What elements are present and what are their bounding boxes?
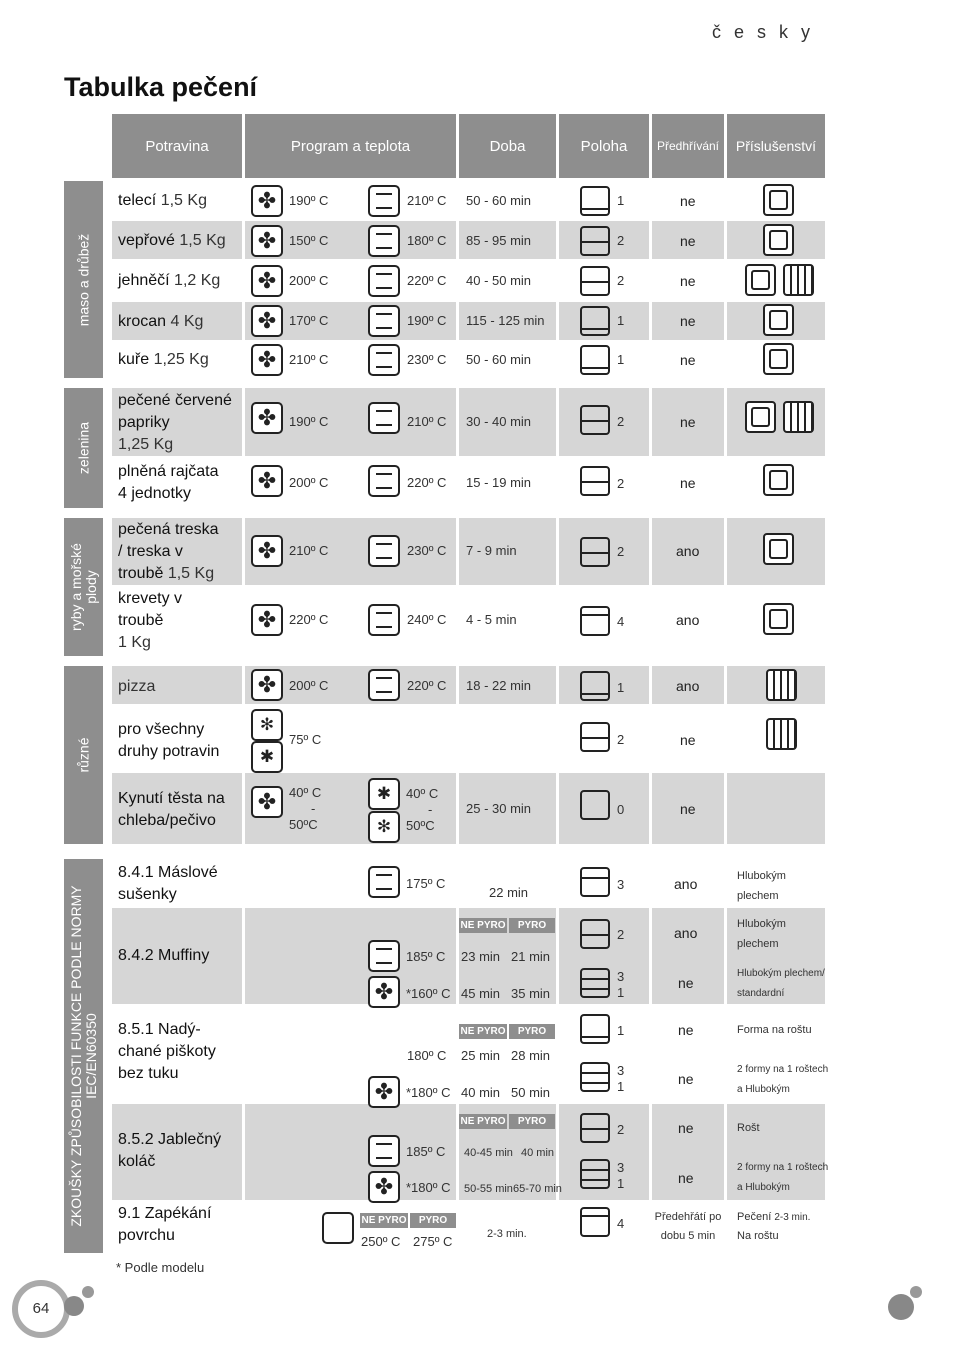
shelf-position: 2 bbox=[617, 732, 625, 747]
temp: 275º C bbox=[413, 1234, 453, 1249]
pizza-function-icon bbox=[251, 669, 283, 701]
col-header-preheat: Předhřívání bbox=[652, 114, 724, 178]
cook-time: 4 - 5 min bbox=[466, 612, 517, 627]
temp: *180º C bbox=[406, 1180, 451, 1195]
test-name: 8.4.2 Muffiny bbox=[118, 947, 210, 964]
fan-oven-icon bbox=[251, 535, 283, 567]
language-label: česky bbox=[712, 22, 824, 42]
grill-rack-icon bbox=[766, 669, 797, 701]
category-band bbox=[64, 666, 103, 844]
accessory bbox=[737, 1060, 828, 1100]
conventional-oven-icon bbox=[368, 185, 400, 217]
temp: 250º C bbox=[361, 1234, 401, 1249]
accessory bbox=[737, 1158, 828, 1198]
shelf-position-icon bbox=[580, 345, 610, 375]
page-number: 64 bbox=[12, 1280, 70, 1338]
preheat: ano bbox=[674, 925, 698, 941]
temp-range: 50ºC bbox=[406, 818, 435, 833]
temp-2: 210º C bbox=[407, 414, 447, 429]
cook-time: 40 min bbox=[521, 1147, 555, 1159]
pyro-header: PYRO bbox=[509, 1114, 555, 1129]
conventional-oven-icon bbox=[368, 669, 400, 701]
temp-1: 150º C bbox=[289, 233, 329, 248]
fan-grill-icon bbox=[251, 225, 283, 257]
accessory-line: 2 formy na 1 roštech bbox=[737, 1162, 829, 1173]
conventional-oven-icon bbox=[368, 940, 400, 972]
shelf-position: 1 bbox=[617, 1079, 625, 1094]
decor-dot bbox=[64, 1296, 84, 1316]
cook-time: 115 - 125 min bbox=[466, 313, 545, 328]
food-name: vepřové bbox=[118, 232, 175, 249]
shelf-position-icon bbox=[580, 790, 610, 820]
accessory-line: Pečení bbox=[737, 1211, 772, 1223]
temp-2: 240º C bbox=[407, 612, 447, 627]
temp-range: 50ºC bbox=[289, 817, 318, 832]
food-name: telecí bbox=[118, 192, 157, 209]
test-name: sušenky bbox=[118, 886, 177, 903]
test-name: koláč bbox=[118, 1153, 156, 1170]
food-weight: 1,25 Kg bbox=[118, 436, 174, 453]
category-label: ryby a mořské plody bbox=[67, 543, 99, 631]
shelf-position: 2 bbox=[617, 476, 625, 491]
food-name: troubě bbox=[118, 565, 164, 582]
preheat: ano bbox=[676, 678, 700, 694]
preheat: ne bbox=[680, 732, 696, 748]
col-header-time: Doba bbox=[459, 114, 556, 178]
conventional-oven-icon bbox=[368, 465, 400, 497]
category-label: různé bbox=[75, 737, 91, 773]
pyro-header: NE PYRO bbox=[460, 1026, 506, 1037]
fan-oven-icon bbox=[251, 185, 283, 217]
preheat: ne bbox=[678, 1022, 694, 1038]
accessory-line: Na roštu bbox=[737, 1230, 779, 1242]
baking-tray-icon bbox=[763, 224, 794, 256]
conventional-oven-icon bbox=[368, 305, 400, 337]
accessory bbox=[737, 964, 825, 1004]
preheat: ne bbox=[680, 273, 696, 289]
accessory-time: 2-3 min. bbox=[774, 1212, 811, 1223]
preheat: ne bbox=[678, 1170, 694, 1186]
shelf-position-icon bbox=[580, 968, 610, 998]
food-weight: 4 Kg bbox=[170, 313, 204, 330]
cook-time: 50 - 60 min bbox=[466, 352, 532, 367]
decor-dot bbox=[888, 1294, 914, 1320]
food-name: pečená treska bbox=[118, 521, 219, 538]
category-label: ZKOUŠKY ZPŮSOBILOSTI FUNKCE PODLE NORMY IEC/EN60350 bbox=[67, 885, 99, 1227]
conventional-oven-icon bbox=[368, 265, 400, 297]
food-name: / treska v bbox=[118, 543, 183, 560]
preheat-line: Předehřátí po bbox=[654, 1211, 722, 1223]
shelf-position-icon bbox=[580, 606, 610, 636]
shelf-position: 4 bbox=[617, 614, 625, 629]
preheat: ne bbox=[680, 193, 696, 209]
baking-tray-icon bbox=[763, 343, 794, 375]
grill-rack-icon bbox=[766, 718, 797, 750]
preheat: ne bbox=[680, 233, 696, 249]
shelf-position: 2 bbox=[617, 544, 625, 559]
food-name: troubě bbox=[118, 612, 164, 629]
shelf-position-icon bbox=[580, 867, 610, 897]
preheat: ne bbox=[678, 1120, 694, 1136]
decor-dot bbox=[82, 1286, 94, 1298]
cook-time: 2-3 min. bbox=[487, 1228, 527, 1240]
preheat: ne bbox=[678, 975, 694, 991]
shelf-position: 3 bbox=[617, 877, 625, 892]
accessory: Rošt bbox=[737, 1122, 760, 1134]
fan-oven-icon bbox=[368, 976, 400, 1008]
preheat: ano bbox=[676, 612, 700, 628]
accessory bbox=[737, 1208, 810, 1246]
temp-1: 190º C bbox=[289, 193, 329, 208]
cook-time: 23 min bbox=[461, 949, 501, 964]
food-weight: 1,2 Kg bbox=[174, 272, 221, 289]
cook-time: 40-45 min bbox=[464, 1147, 513, 1159]
temp-1: 170º C bbox=[289, 313, 329, 328]
shelf-position-icon bbox=[580, 537, 610, 567]
test-name: povrchu bbox=[118, 1227, 175, 1244]
conventional-oven-icon bbox=[368, 866, 400, 898]
shelf-position-icon bbox=[580, 1062, 610, 1092]
food-label bbox=[118, 190, 207, 212]
food-name: krevety v bbox=[118, 590, 183, 607]
col-header-position: Poloha bbox=[559, 114, 649, 178]
temp-1: 200º C bbox=[289, 678, 329, 693]
cook-time: 28 min bbox=[511, 1048, 551, 1063]
shelf-position-icon bbox=[580, 186, 610, 216]
fan-oven-icon bbox=[251, 465, 283, 497]
shelf-position: 3 bbox=[617, 1160, 625, 1175]
accessory-line: Hlubokým bbox=[737, 918, 786, 930]
shelf-position: 1 bbox=[617, 352, 625, 367]
category-label: zelenina bbox=[75, 421, 91, 475]
shelf-position: 3 bbox=[617, 1063, 625, 1078]
preheat: ano bbox=[674, 876, 698, 892]
defrost-icon bbox=[251, 709, 283, 741]
pyro-header: NE PYRO bbox=[460, 920, 506, 931]
conventional-oven-icon bbox=[368, 1135, 400, 1167]
decor-dot bbox=[910, 1286, 922, 1298]
shelf-position: 2 bbox=[617, 414, 625, 429]
shelf-position-icon bbox=[580, 722, 610, 752]
temp-range-dash: - bbox=[428, 802, 433, 817]
test-name: 9.1 Zapékání bbox=[118, 1205, 212, 1222]
shelf-position-icon bbox=[580, 405, 610, 435]
cook-time: 22 min bbox=[489, 885, 529, 900]
category-band bbox=[64, 181, 103, 378]
temp-1: 220º C bbox=[289, 612, 329, 627]
cook-time: 40 min bbox=[461, 1085, 501, 1100]
fan-oven-icon bbox=[251, 402, 283, 434]
cook-time: 25 min bbox=[461, 1048, 501, 1063]
cook-time: 18 - 22 min bbox=[466, 678, 532, 693]
baking-tray-icon bbox=[763, 184, 794, 216]
temp-2: 230º C bbox=[407, 543, 447, 558]
keep-warm-icon bbox=[251, 741, 283, 773]
shelf-position-icon bbox=[580, 466, 610, 496]
page-title: Tabulka pečení bbox=[64, 72, 258, 102]
accessory-line: plechem bbox=[737, 890, 779, 902]
food-weight: 1,5 Kg bbox=[160, 192, 207, 209]
temp-range: 40º C bbox=[289, 785, 322, 800]
accessory-line: a Hlubokým bbox=[737, 1182, 790, 1193]
test-name: chané piškoty bbox=[118, 1043, 216, 1060]
test-name: 8.4.1 Máslové bbox=[118, 864, 218, 881]
preheat: ne bbox=[680, 475, 696, 491]
fan-grill-icon bbox=[251, 265, 283, 297]
shelf-position-icon bbox=[580, 919, 610, 949]
accessory bbox=[737, 866, 786, 906]
food-name: druhy potravin bbox=[118, 743, 220, 760]
temp-1: 200º C bbox=[289, 273, 329, 288]
shelf-position: 2 bbox=[617, 1122, 625, 1137]
temp-2: 220º C bbox=[407, 475, 447, 490]
col-header-program: Program a teplota bbox=[245, 114, 456, 178]
conventional-oven-icon bbox=[368, 535, 400, 567]
cook-time: 15 - 19 min bbox=[466, 475, 532, 490]
shelf-position: 2 bbox=[617, 927, 625, 942]
temp-1: 75º C bbox=[289, 732, 322, 747]
shelf-position-icon bbox=[580, 226, 610, 256]
preheat: ne bbox=[680, 352, 696, 368]
shelf-position: 1 bbox=[617, 1023, 625, 1038]
cook-time: 50 - 60 min bbox=[466, 193, 532, 208]
food-name: pizza bbox=[118, 678, 156, 695]
conventional-oven-icon bbox=[368, 402, 400, 434]
accessory-line: Hlubokým plechem/ bbox=[737, 968, 825, 979]
grill-icon bbox=[322, 1212, 354, 1244]
temp: 185º C bbox=[406, 1144, 446, 1159]
category-label: maso a drůbež bbox=[75, 233, 91, 326]
temp-range: 40º C bbox=[406, 786, 439, 801]
preheat: ne bbox=[680, 414, 696, 430]
test-name: 8.5.2 Jablečný bbox=[118, 1131, 222, 1148]
shelf-position-icon bbox=[580, 671, 610, 701]
cook-time: 7 - 9 min bbox=[466, 543, 517, 558]
accessory-line: a Hlubokým bbox=[737, 1084, 790, 1095]
shelf-position: 3 bbox=[617, 969, 625, 984]
footnote: * Podle modelu bbox=[116, 1260, 205, 1275]
temp-2: 180º C bbox=[407, 233, 447, 248]
baking-tray-icon bbox=[745, 264, 776, 296]
temp-1: 210º C bbox=[289, 352, 329, 367]
temp-range-dash: - bbox=[311, 801, 316, 816]
temp-2: 230º C bbox=[407, 352, 447, 367]
shelf-position-icon bbox=[580, 1014, 610, 1044]
shelf-position: 1 bbox=[617, 985, 625, 1000]
baking-tray-icon bbox=[763, 464, 794, 496]
accessory-line: standardní bbox=[737, 988, 785, 999]
shelf-position: 1 bbox=[617, 1176, 625, 1191]
pyro-header: PYRO bbox=[509, 1024, 555, 1039]
conventional-oven-icon bbox=[368, 344, 400, 376]
food-name: jehněčí bbox=[118, 272, 170, 289]
food-name: plněná rajčata bbox=[118, 463, 219, 480]
temp: 180º C bbox=[407, 1048, 447, 1063]
baking-tray-icon bbox=[763, 304, 794, 336]
cook-time: 25 - 30 min bbox=[466, 801, 532, 816]
cook-time: 85 - 95 min bbox=[466, 233, 532, 248]
food-name: chleba/pečivo bbox=[118, 812, 216, 829]
cook-time: 50-55 min bbox=[464, 1183, 513, 1195]
fan-oven-icon bbox=[368, 1171, 400, 1203]
col-header-food: Potravina bbox=[112, 114, 242, 178]
fan-oven-icon bbox=[368, 1076, 400, 1108]
preheat: ne bbox=[680, 801, 696, 817]
preheat bbox=[651, 1208, 725, 1246]
accessory: Forma na roštu bbox=[737, 1024, 812, 1036]
temp-2: 210º C bbox=[407, 193, 447, 208]
temp-1: 190º C bbox=[289, 414, 329, 429]
proving-icon bbox=[368, 778, 400, 810]
temp-1: 210º C bbox=[289, 543, 329, 558]
food-name: pro všechny bbox=[118, 721, 205, 738]
category-band bbox=[64, 859, 103, 1253]
cook-time: 65-70 min bbox=[513, 1183, 562, 1195]
baking-tray-icon bbox=[763, 603, 794, 635]
shelf-position-icon bbox=[580, 306, 610, 336]
cook-time: 50 min bbox=[511, 1085, 551, 1100]
accessory-line: 2 formy na 1 roštech bbox=[737, 1064, 829, 1075]
preheat-line: dobu 5 min bbox=[660, 1230, 716, 1242]
food-name: krocan bbox=[118, 313, 167, 330]
temp-2: 190º C bbox=[407, 313, 447, 328]
food-name: papriky bbox=[118, 414, 170, 431]
food-name: kuře bbox=[118, 351, 150, 368]
fan-grill-icon bbox=[251, 604, 283, 636]
fan-oven-icon bbox=[251, 305, 283, 337]
temp-1: 200º C bbox=[289, 475, 329, 490]
pyro-header: PYRO bbox=[410, 1213, 456, 1228]
conventional-oven-icon bbox=[368, 604, 400, 636]
shelf-position-icon bbox=[580, 1159, 610, 1189]
preheat: ano bbox=[676, 543, 700, 559]
accessory-line: Hlubokým bbox=[737, 870, 786, 882]
accessory-line: plechem bbox=[737, 938, 779, 950]
food-name: pečené červené bbox=[118, 392, 232, 409]
food-name: 4 jednotky bbox=[118, 485, 191, 502]
shelf-position: 4 bbox=[617, 1216, 625, 1231]
shelf-position-icon bbox=[580, 1113, 610, 1143]
temp-2: 220º C bbox=[407, 678, 447, 693]
shelf-position: 2 bbox=[617, 233, 625, 248]
accessory bbox=[737, 914, 786, 954]
category-band bbox=[64, 518, 103, 656]
cook-time: 45 min bbox=[461, 986, 501, 1001]
temp: 175º C bbox=[406, 876, 446, 891]
category-band bbox=[64, 388, 103, 508]
food-weight: 1,5 Kg bbox=[167, 565, 215, 582]
cook-time: 40 - 50 min bbox=[466, 273, 532, 288]
baking-tray-icon bbox=[745, 401, 776, 433]
food-weight: 1 Kg bbox=[118, 634, 151, 651]
pyro-header: PYRO bbox=[509, 918, 555, 933]
pyro-header: NE PYRO bbox=[361, 1215, 407, 1226]
baking-tray-icon bbox=[763, 533, 794, 565]
shelf-position-icon bbox=[580, 1207, 610, 1237]
temp: *180º C bbox=[406, 1085, 451, 1100]
cook-time: 35 min bbox=[511, 986, 551, 1001]
conventional-oven-icon bbox=[368, 225, 400, 257]
cook-time: 30 - 40 min bbox=[466, 414, 532, 429]
cook-time: 21 min bbox=[511, 949, 551, 964]
temp-2: 220º C bbox=[407, 273, 447, 288]
preheat: ne bbox=[678, 1071, 694, 1087]
shelf-position: 1 bbox=[617, 313, 625, 328]
shelf-position: 1 bbox=[617, 680, 625, 695]
shelf-position: 1 bbox=[617, 193, 625, 208]
shelf-position-icon bbox=[580, 266, 610, 296]
shelf-position: 2 bbox=[617, 273, 625, 288]
fan-grill-icon bbox=[251, 344, 283, 376]
grill-rack-icon bbox=[783, 401, 814, 433]
grill-rack-icon bbox=[783, 264, 814, 296]
test-name: bez tuku bbox=[118, 1065, 179, 1082]
fan-oven-icon bbox=[251, 786, 283, 818]
pyro-header: NE PYRO bbox=[460, 1116, 506, 1127]
food-weight: 1,25 Kg bbox=[153, 351, 209, 368]
shelf-position: 0 bbox=[617, 802, 625, 817]
food-name: Kynutí těsta na bbox=[118, 790, 225, 807]
food-weight: 1,5 Kg bbox=[179, 232, 226, 249]
temp: 185º C bbox=[406, 949, 446, 964]
preheat: ne bbox=[680, 313, 696, 329]
col-header-accessories: Příslušenství bbox=[727, 114, 825, 178]
test-name: 8.5.1 Nadý- bbox=[118, 1021, 201, 1038]
temp: *160º C bbox=[406, 986, 451, 1001]
defrost-icon bbox=[368, 811, 400, 843]
